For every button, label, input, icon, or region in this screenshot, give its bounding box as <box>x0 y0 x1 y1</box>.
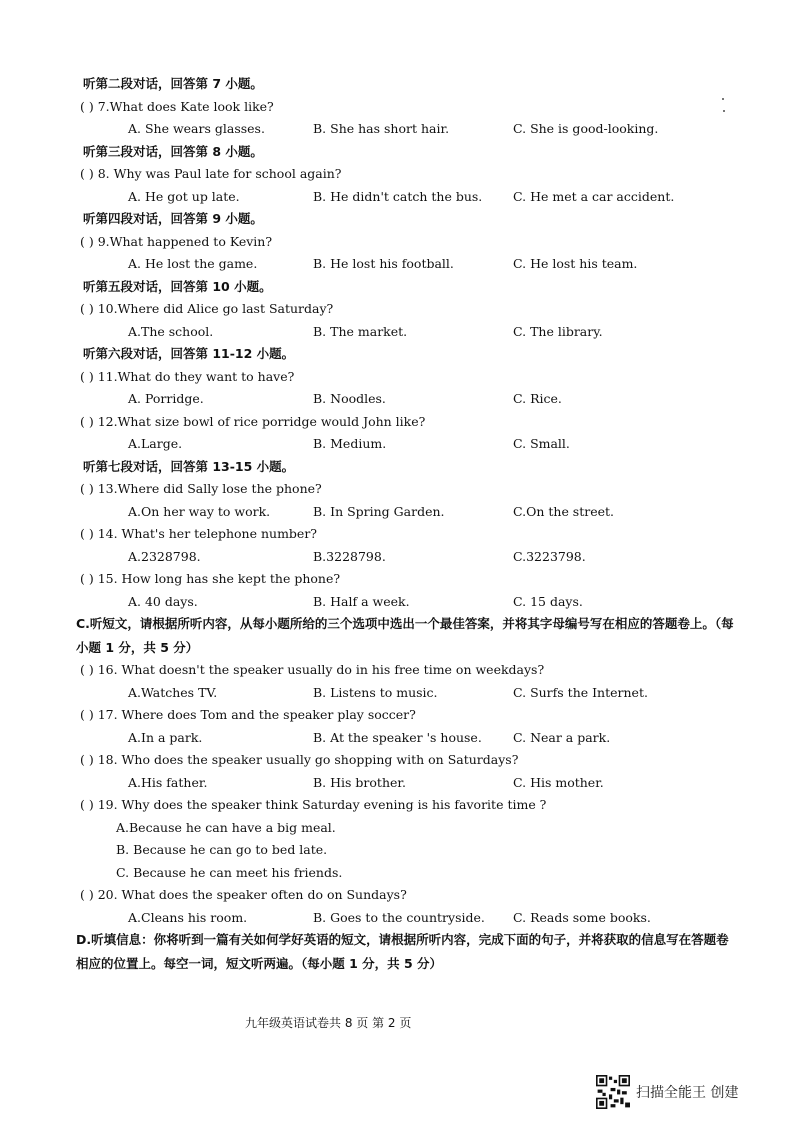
answer-option: C. The library. <box>513 323 603 339</box>
answer-option: C. He lost his team. <box>513 256 638 271</box>
question-stem: ( ) 10.Where did Alice go last Saturday? <box>80 301 334 316</box>
answer-option: A. She wears glasses. <box>128 121 265 136</box>
answer-option: B. In Spring Garden. <box>313 503 445 519</box>
scan-speck <box>722 98 724 100</box>
answer-option: B. At the speaker 's house. <box>313 729 482 745</box>
answer-option: C. Near a park. <box>513 729 611 745</box>
question-stem: ( ) 7.What does Kate look like? <box>80 98 274 114</box>
answer-option: B. He lost his football. <box>313 256 454 271</box>
answer-option: A.His father. <box>128 774 208 790</box>
answer-option: B. Medium. <box>313 436 387 451</box>
answer-option: C. Because he can meet his friends. <box>116 864 343 880</box>
answer-option: B. He didn't catch the bus. <box>313 188 483 204</box>
section-heading: 听第七段对话，回答第 13-15 小题。 <box>83 458 295 474</box>
answer-option: B. She has short hair. <box>313 121 450 136</box>
answer-option: A.Large. <box>128 436 183 451</box>
answer-option: B. Half a week. <box>313 593 410 609</box>
answer-option: C.3223798. <box>513 548 586 564</box>
question-stem: ( ) 11.What do they want to have? <box>80 368 295 384</box>
question-stem: ( ) 16. What doesn't the speaker usually do in his free time on weekdays? <box>80 662 545 677</box>
answer-option: A. Porridge. <box>128 391 204 406</box>
question-stem: ( ) 19. Why does the speaker think Saturday evening is his favorite time ? <box>80 797 547 812</box>
instruction-paragraph: C.听短文，请根据所听内容，从每小题所给的三个选项中选出一个最佳答案，并将其字母编号写在相应的答题卷上。（每小题 1 分，共 5 分） <box>76 616 734 655</box>
question-stem: ( ) 13.Where did Sally lose the phone? <box>80 481 322 496</box>
answer-option: A. He lost the game. <box>128 256 258 271</box>
qr-code-icon <box>596 1075 630 1109</box>
answer-option: A.On her way to work. <box>128 503 271 519</box>
answer-option: C.On the street. <box>513 503 615 519</box>
answer-option: A.2328798. <box>128 548 201 564</box>
question-stem: ( ) 17. Where does Tom and the speaker play soccer? <box>80 707 416 722</box>
answer-option: B. Goes to the countryside. <box>313 909 485 925</box>
question-stem: ( ) 9.What happened to Kevin? <box>80 233 273 249</box>
answer-option: B. Listens to music. <box>313 684 438 700</box>
section-heading: 听第五段对话，回答第 10 小题。 <box>83 278 272 294</box>
answer-option: C. His mother. <box>513 774 604 790</box>
answer-option: B.3228798. <box>313 548 386 564</box>
answer-option: C. He met a car accident. <box>513 188 675 204</box>
answer-option: A.In a park. <box>128 729 203 745</box>
instruction-paragraph: D.听填信息：你将听到一篇有关如何学好英语的短文，请根据所听内容，完成下面的句子，并将获取的信息写在答题卷相应的位置上。每空一词，短文听两遍。（每小题 1 分，共 5 分） <box>76 932 729 971</box>
answer-option: C. Reads some books. <box>513 909 651 925</box>
answer-option: B. Noodles. <box>313 391 386 406</box>
answer-option: C. Small. <box>513 436 570 451</box>
question-stem: ( ) 15. How long has she kept the phone? <box>80 571 341 586</box>
answer-option: A.Because he can have a big meal. <box>116 819 336 835</box>
answer-option: A.Watches TV. <box>128 684 218 700</box>
answer-option: B. Because he can go to bed late. <box>116 842 328 857</box>
answer-option: A.The school. <box>128 323 214 339</box>
question-stem: ( ) 14. What's her telephone number? <box>80 526 317 541</box>
answer-option: A. He got up late. <box>128 188 240 204</box>
section-heading: 听第四段对话，回答第 9 小题。 <box>83 211 263 226</box>
answer-option: C. She is good-looking. <box>513 121 659 136</box>
question-stem: ( ) 20. What does the speaker often do on Sundays? <box>80 887 407 902</box>
answer-option: A. 40 days. <box>128 593 198 609</box>
answer-option: B. The market. <box>313 323 408 339</box>
section-heading: 听第三段对话，回答第 8 小题。 <box>83 143 263 159</box>
section-heading: 听第六段对话，回答第 11-12 小题。 <box>83 346 295 361</box>
page-footer: 九年级英语试卷共 8 页 第 2 页 <box>245 1016 412 1030</box>
section-heading: 听第二段对话，回答第 7 小题。 <box>83 76 263 91</box>
answer-option: A.Cleans his room. <box>128 909 248 925</box>
scanner-label: 扫描全能王 创建 <box>636 1085 739 1101</box>
question-stem: ( ) 12.What size bowl of rice porridge would John like? <box>80 413 426 429</box>
scan-speck <box>723 110 725 112</box>
scanner-watermark <box>596 1074 738 1110</box>
question-stem: ( ) 8. Why was Paul late for school again? <box>80 166 342 181</box>
answer-option: C. Surfs the Internet. <box>513 684 648 700</box>
question-stem: ( ) 18. Who does the speaker usually go shopping with on Saturdays? <box>80 752 519 767</box>
answer-option: B. His brother. <box>313 774 406 790</box>
answer-option: C. Rice. <box>513 391 562 406</box>
answer-option: C. 15 days. <box>513 593 583 609</box>
